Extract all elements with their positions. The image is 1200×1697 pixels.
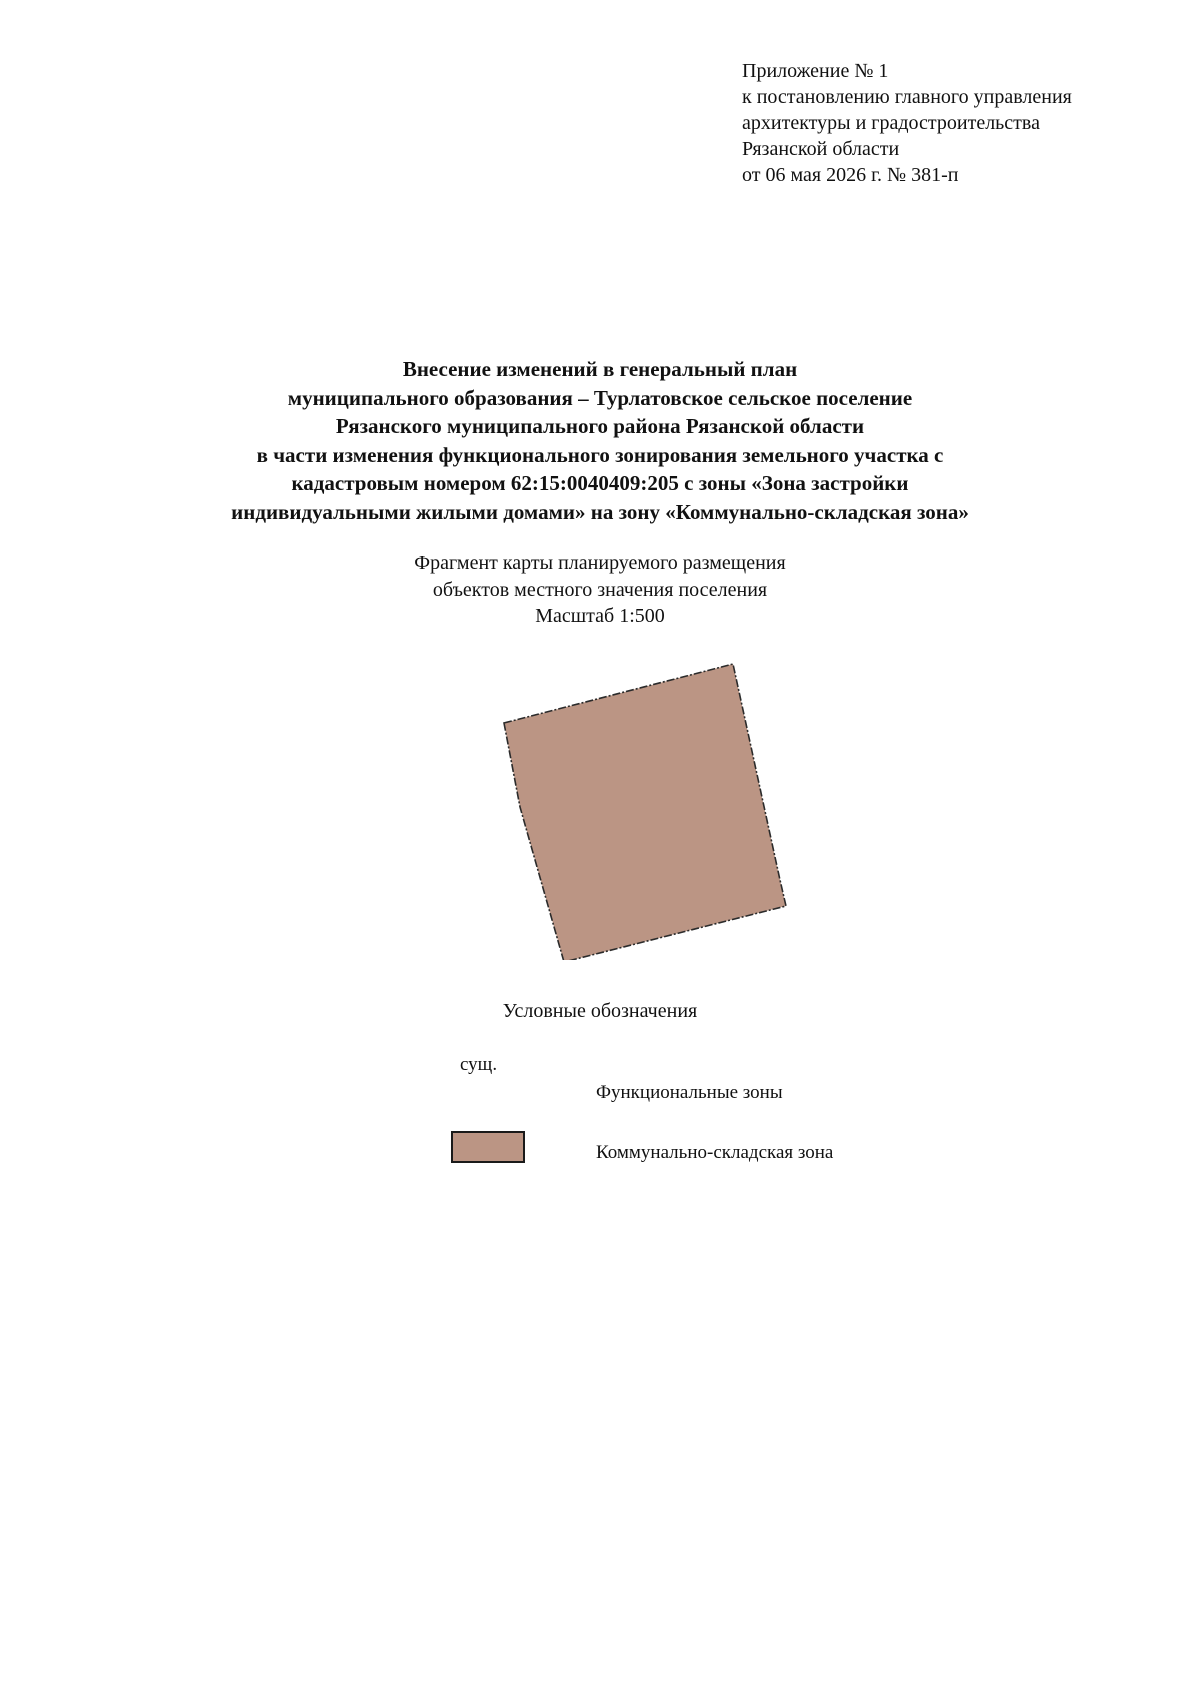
legend-title: Условные обозначения xyxy=(502,1000,698,1022)
appendix-line: Приложение № 1 xyxy=(742,60,889,82)
legend-item-label: Коммунально-складская зона xyxy=(596,1142,834,1163)
title-line: кадастровым номером 62:15:0040409:205 с зоны «Зона застройки xyxy=(291,471,909,495)
appendix-line: Рязанской области xyxy=(742,138,900,160)
title-line: Рязанского муниципального района Рязанской области xyxy=(335,414,865,438)
caption-line: Фрагмент карты планируемого размещения xyxy=(414,552,786,574)
title-line: Внесение изменений в генеральный план xyxy=(402,357,798,381)
appendix-line: архитектуры и градостроительства xyxy=(742,112,1040,134)
appendix-header xyxy=(742,58,1162,188)
land-plot-zone xyxy=(504,664,786,960)
appendix-line: к постановлению главного управления xyxy=(742,86,1072,108)
map-scale: Масштаб 1:500 xyxy=(535,605,665,627)
map-fragment xyxy=(480,640,820,960)
legend-status-label: сущ. xyxy=(460,1054,498,1075)
document-title xyxy=(150,355,1050,526)
legend-swatch-communal-storage xyxy=(451,1131,525,1163)
appendix-line: от 06 мая 2026 г. № 381-п xyxy=(742,164,959,186)
map-caption xyxy=(250,550,950,630)
title-line: в части изменения функционального зонирования земельного участка с xyxy=(256,442,944,467)
title-line: муниципального образования – Турлатовское сельское поселение xyxy=(287,385,913,410)
legend-group-heading: Функциональные зоны xyxy=(596,1082,783,1103)
title-line: индивидуальными жилыми домами» на зону «Коммунально-складская зона» xyxy=(231,499,969,524)
caption-line: объектов местного значения поселения xyxy=(432,578,768,601)
